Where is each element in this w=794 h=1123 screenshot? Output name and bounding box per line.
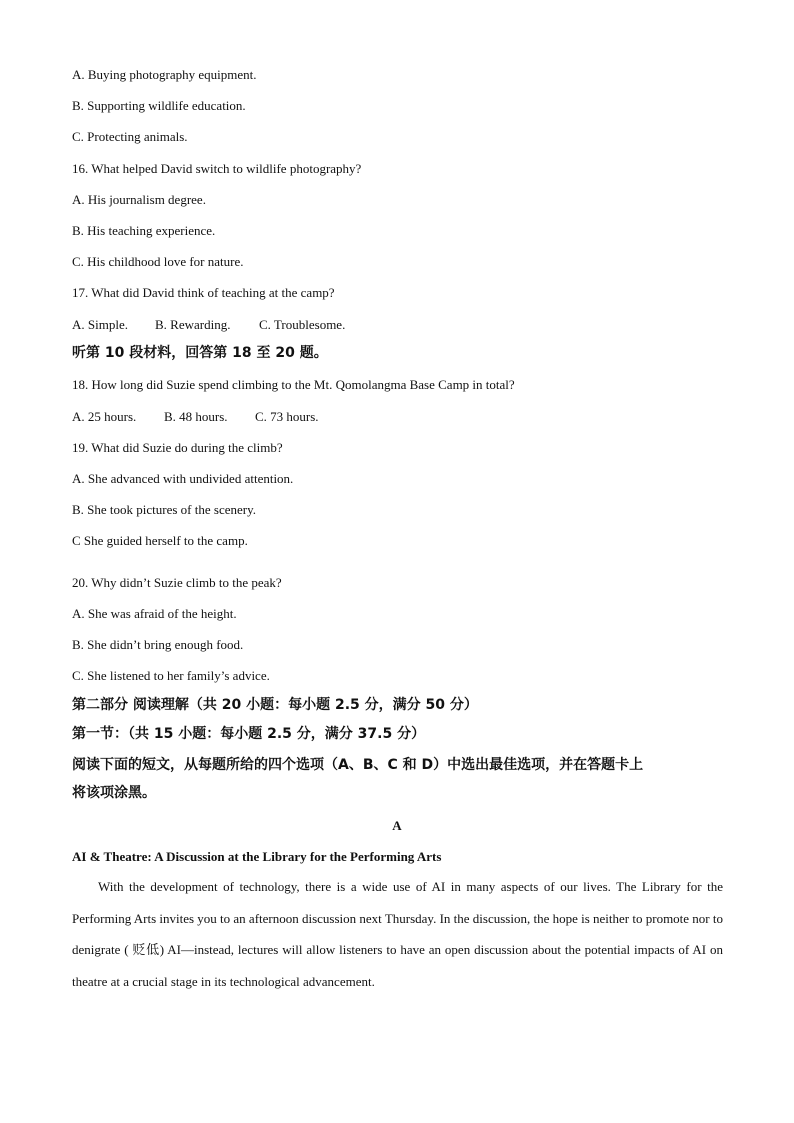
option-c: C. 73 hours. [255, 409, 319, 424]
option-line: A. She advanced with undivided attention. [72, 471, 294, 486]
option-a: A. 25 hours. [72, 409, 137, 424]
option-line: C. His childhood love for nature. [72, 254, 244, 269]
option-line: B. She didn’t bring enough food. [72, 637, 244, 652]
options-row [72, 409, 319, 425]
option-c: C. Troublesome. [259, 317, 346, 332]
section-heading: 听第 10 段材料，回答第 18 至 20 题。 [72, 345, 328, 361]
option-line: A. Buying photography equipment. [72, 67, 257, 82]
option-a: A. Simple. [72, 317, 128, 332]
question-19: 19. What did Suzie do during the climb? [72, 440, 283, 455]
option-b: B. Rewarding. [155, 317, 231, 332]
option-b: B. 48 hours. [164, 409, 228, 424]
option-line: C. Protecting animals. [72, 129, 188, 144]
passage-body: With the development of technology, there is a wide use of AI in many aspects of our lives. The Library for the Performing Arts invites you to an afternoon discussion next Thursday. In the discussion, the hope is neither to promote nor to denigrate ( 贬低) AI—instead, lectures will allow listeners to have an open discussion about the potential impacts of AI on theatre at a crucial stage in its technological advancement. [72, 879, 723, 989]
option-line: A. She was afraid of the height. [72, 606, 237, 621]
part-heading: 第二部分 阅读理解（共 20 小题：每小题 2.5 分，满分 50 分） [72, 697, 478, 713]
instructions: 将该项涂黑。 [72, 785, 156, 801]
option-line: B. His teaching experience. [72, 223, 216, 238]
option-line: A. His journalism degree. [72, 192, 206, 207]
question-18: 18. How long did Suzie spend climbing to the Mt. Qomolangma Base Camp in total? [72, 377, 515, 392]
question-20: 20. Why didn’t Suzie climb to the peak? [72, 575, 282, 590]
option-line: B. Supporting wildlife education. [72, 98, 246, 113]
option-line: C. She listened to her family’s advice. [72, 668, 270, 683]
passage-label: A [392, 818, 402, 833]
instructions: 阅读下面的短文，从每题所给的四个选项（A、B、C 和 D）中选出最佳选项，并在答题卡上 [72, 757, 644, 773]
question-17: 17. What did David think of teaching at the camp? [72, 285, 335, 300]
option-line: B. She took pictures of the scenery. [72, 502, 256, 517]
option-line: C She guided herself to the camp. [72, 533, 248, 548]
passage-title: AI & Theatre: A Discussion at the Library for the Performing Arts [72, 849, 442, 864]
options-row [72, 317, 345, 333]
question-16: 16. What helped David switch to wildlife photography? [72, 161, 362, 176]
section-heading: 第一节：（共 15 小题：每小题 2.5 分，满分 37.5 分） [72, 726, 426, 742]
